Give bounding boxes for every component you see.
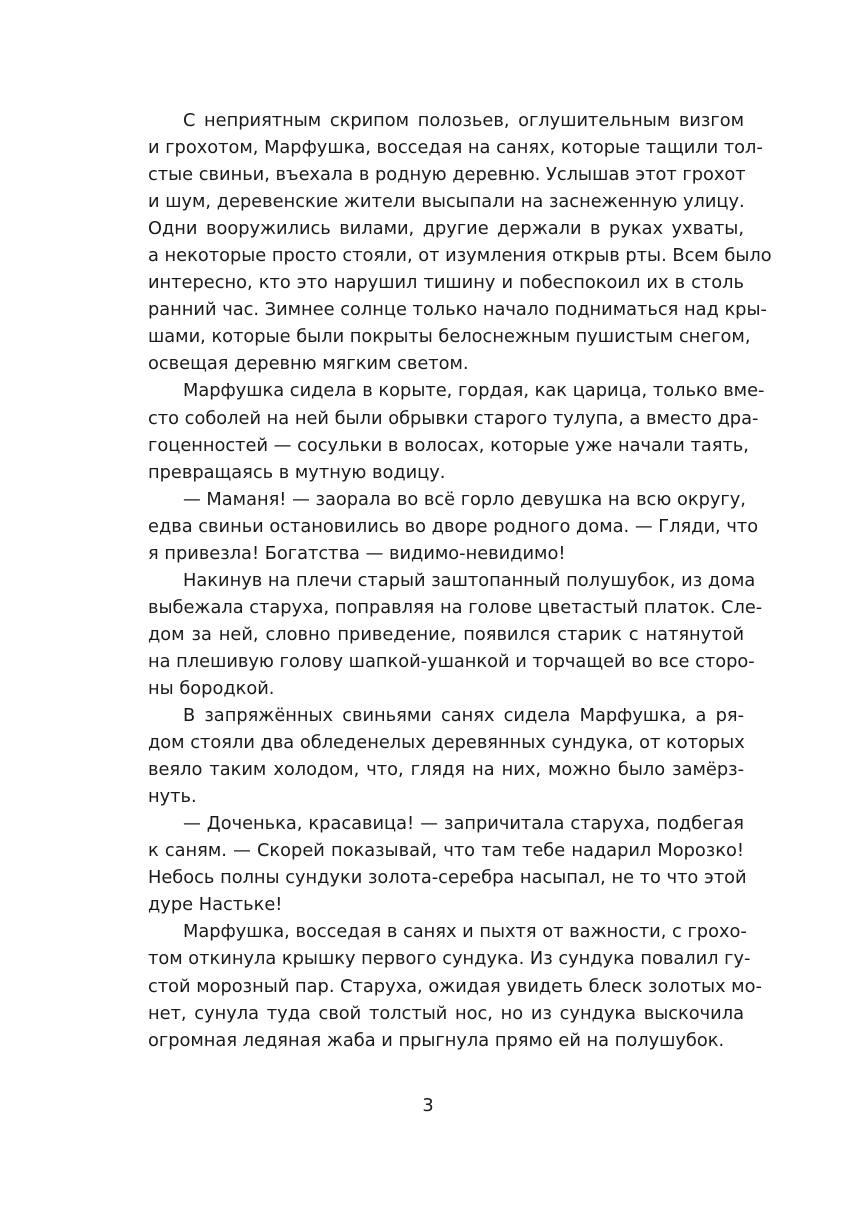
text-line: — Доченька, красавица! — запричитала старуха, подбегая <box>183 813 744 835</box>
paragraph-2 <box>148 377 765 485</box>
text-line: интересно, кто это нарушил тишину и побеспокоил их в столь <box>148 272 744 294</box>
text-line: гоценностей — сосульки в волосах, которые уже начали таять, <box>148 434 749 456</box>
text-line: Одни вооружились вилами, другие держали в руках ухваты, <box>148 218 744 240</box>
paragraph-5 <box>148 702 744 810</box>
text-line: огромная ледяная жаба и прыгнула прямо ей на полушубок. <box>148 1029 725 1051</box>
text-line: освещая деревню мягким светом. <box>148 353 469 375</box>
text-line: нуть. <box>148 786 197 808</box>
text-line: ны бородкой. <box>148 677 275 699</box>
text-line: выбежала старуха, поправляя на голове цветастый платок. Сле- <box>148 596 763 618</box>
paragraph-3 <box>148 486 759 567</box>
text-line: С неприятным скрипом полозьев, оглушительным визгом <box>183 110 744 131</box>
text-line: Марфушка, восседая в санях и пыхтя от важности, с грохо- <box>183 921 747 943</box>
text-line: и шум, деревенские жители высыпали на заснеженную улицу. <box>148 191 745 213</box>
text-line: дом стояли два обледенелых деревянных сундука, от которых <box>148 732 745 754</box>
text-line: дуре Настьке! <box>148 894 283 916</box>
text-line: Накинув на плечи старый заштопанный полушубок, из дома <box>183 569 756 591</box>
text-line: на плешивую голову шапкой-ушанкой и торчащей во все сторо- <box>148 650 755 672</box>
text-line: — Маманя! — заорала во всё горло девушка на всю округу, <box>183 488 746 510</box>
page-number: 3 <box>422 1095 434 1116</box>
text-line: едва свиньи остановились во дворе родного дома. — Гляди, что <box>148 515 759 537</box>
text-line: а некоторые просто стояли, от изумления открыв рты. Всем было <box>148 245 772 267</box>
text-line: том откинула крышку первого сундука. Из сундука повалил гу- <box>148 948 751 970</box>
text-line: ранний час. Зимнее солнце только начало подниматься над кры- <box>148 299 767 321</box>
paragraph-4 <box>148 567 763 702</box>
text-line: стые свиньи, въехала в родную деревню. Услышав этот грохот <box>148 164 746 186</box>
text-line: веяло таким холодом, что, глядя на них, можно было замёрз- <box>148 759 744 781</box>
text-line: шами, которые были покрыты белоснежным пушистым снегом, <box>148 326 751 348</box>
text-line: сто соболей на ней были обрывки старого тулупа, а вместо дра- <box>148 407 759 429</box>
text-line: Небось полны сундуки золота-серебра насыпал, не то что этой <box>148 867 747 889</box>
paragraph-6 <box>148 810 747 918</box>
text-line: В запряжённых свиньями санях сидела Марфушка, а ря- <box>183 705 744 727</box>
text-line: к саням. — Скорей показывай, что там тебе надарил Морозко! <box>148 840 744 862</box>
text-line: я привезла! Богатства — видимо-невидимо! <box>148 542 566 564</box>
text-line: стой морозный пар. Старуха, ожидая увидеть блеск золотых мо- <box>148 975 762 997</box>
paragraph-1 <box>148 107 772 377</box>
text-line: нет, сунула туда свой толстый нос, но из сундука выскочила <box>148 1002 744 1024</box>
text-line: Марфушка сидела в корыте, гордая, как царица, только вме- <box>183 380 765 402</box>
text-line: и грохотом, Марфушка, восседая на санях, которые тащили тол- <box>148 137 763 159</box>
page-body <box>148 107 772 1054</box>
text-line: превращаясь в мутную водицу. <box>148 461 446 483</box>
paragraph-7 <box>148 918 762 1053</box>
text-line: дом за ней, словно приведение, появился старик с натянутой <box>148 623 744 645</box>
